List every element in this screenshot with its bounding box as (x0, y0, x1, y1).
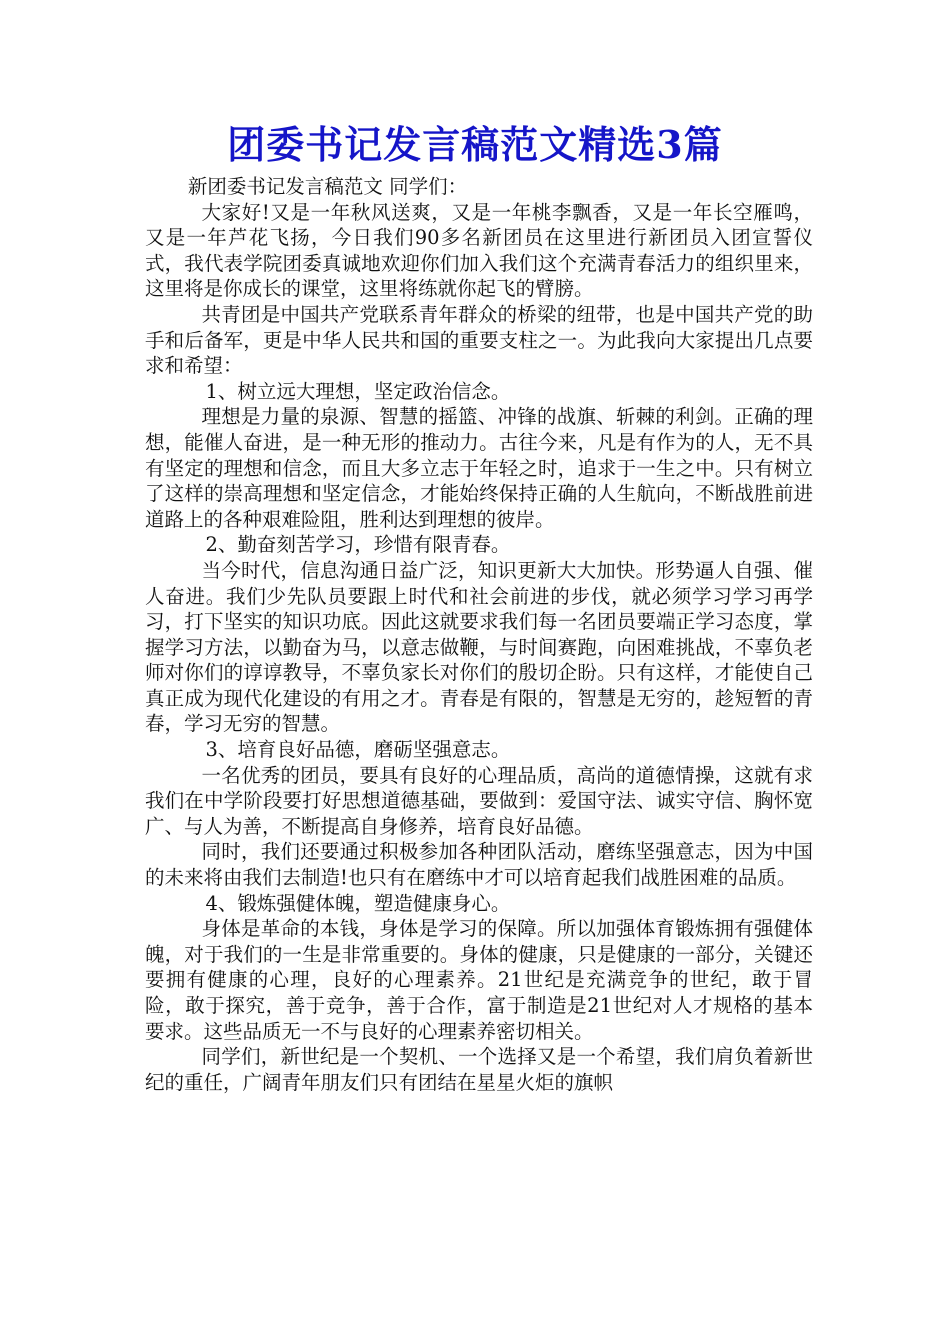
paragraph: 同时，我们还要通过积极参加各种团队活动，磨练坚强意志，因为中国的未来将由我们去制造!也只有在磨练中才可以培育起我们战胜困难的品质。 (145, 840, 813, 890)
paragraph: 同学们，新世纪是一个契机、一个选择又是一个希望，我们肩负着新世纪的重任，广阔青年朋友们只有团结在星星火炬的旗帜 (145, 1045, 813, 1094)
numbered-heading: 2、勤奋刻苦学习，珍惜有限青春。 (205, 533, 511, 557)
numbered-heading: 1、树立远大理想，坚定政治信念。 (205, 379, 511, 403)
paragraph: 理想是力量的泉源、智慧的摇篮、冲锋的战旗、斩棘的利剑。正确的理想，能催人奋进，是一种无形的推动力。古往今来，凡是有作为的人，无不具有坚定的理想和信念，而且大多立志于年轻之时，追求于一生之中。只有树立了这样的崇高理想和坚定信念，才能始终保持正确的人生航向，不断战胜前进道路上的各种艰难险阻，胜利达到理想的彼岸。 (145, 405, 813, 531)
intro-line: 新团委书记发言稿范文 同学们： (187, 175, 468, 198)
document-body (145, 174, 813, 1095)
paragraph: 一名优秀的团员，要具有良好的心理品质，高尚的道德情操，这就有求我们在中学阶段要打好思想道德基础，要做到：爱国守法、诚实守信、胸怀宽广、与人为善，不断提高自身修养，培育良好品德。 (145, 763, 813, 838)
paragraph: 身体是革命的本钱，身体是学习的保障。所以加强体育锻炼拥有强健体魄，对于我们的一生是非常重要的。身体的健康，只是健康的一部分，关键还要拥有健康的心理，良好的心理素养。21世纪是充满竞争的世纪，敢于冒险，敢于探究，善于竞争，善于合作，富于制造是21世纪对人才规格的基本要求。这些品质无一不与良好的心理素养密切相关。 (145, 917, 813, 1043)
paragraph: 大家好!又是一年秋风送爽，又是一年桃李飘香，又是一年长空雁鸣，又是一年芦花飞扬，今日我们90多名新团员在这里进行新团员入团宣誓仪式，我代表学院团委真诚地欢迎你们加入我们这个充满青春活力的组织里来，这里将是你成长的课堂，这里将练就你起飞的臂膀。 (145, 200, 813, 301)
numbered-heading: 3、培育良好品德，磨砺坚强意志。 (205, 738, 511, 762)
document-title: 团委书记发言稿范文精选3篇 (227, 122, 723, 167)
paragraph: 当今时代，信息沟通日益广泛，知识更新大大加快。形势逼人自强、催人奋进。我们少先队员要跟上时代和社会前进的步伐，就必须学习学习再学习，打下坚实的知识功底。因此这就要求我们每一名团员要端正学习态度，掌握学习方法，以勤奋为马，以意志做鞭，与时间赛跑，向困难挑战，不辜负老师对你们的谆谆教导，不辜负家长对你们的殷切企盼。只有这样，才能使自己真正成为现代化建设的有用之才。青春是有限的，智慧是无穷的，趁短暂的青春，学习无穷的智慧。 (145, 558, 813, 736)
numbered-heading: 4、锻炼强健体魄，塑造健康身心。 (205, 891, 511, 915)
paragraph: 共青团是中国共产党联系青年群众的桥梁的纽带，也是中国共产党的助手和后备军，更是中华人民共和国的重要支柱之一。为此我向大家提出几点要求和希望： (145, 302, 813, 378)
